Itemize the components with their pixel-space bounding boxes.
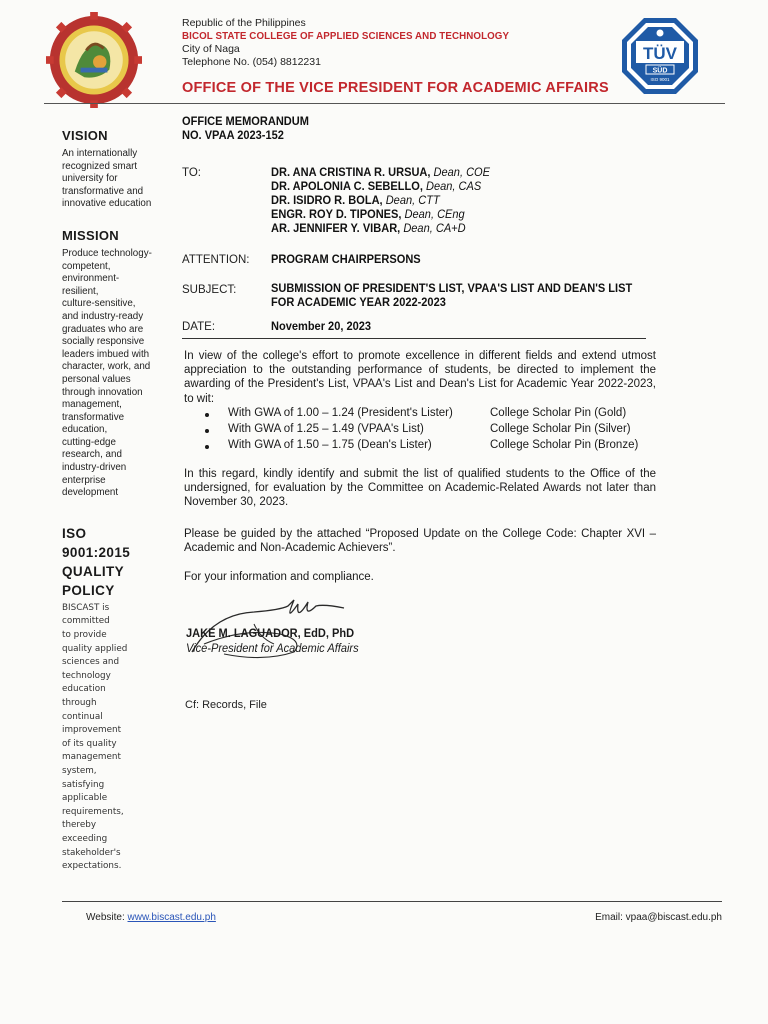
date-value: November 20, 2023 [271,321,372,333]
telephone-text: Telephone No. (054) 8812231 [182,56,321,68]
paragraph-intro: In view of the college's effort to promote excellence in different fields and extend utmost appreciation to the outstanding performance of students, be directed to implement the awarding of the President's List, VPAA's List and Dean's List for Academic Year 2022-2023, to wit: [184,350,656,405]
award-criteria: With GWA of 1.00 – 1.24 (President's Lister) [228,407,453,419]
college-seal-logo [46,12,142,108]
footer-website [86,912,216,923]
college-name: BICOL STATE COLLEGE OF APPLIED SCIENCES AND TECHNOLOGY [182,30,510,42]
bullet-icon [205,429,209,433]
iso-logo-text: ISO 9001 [650,77,670,82]
sidebar [62,128,172,874]
paragraph-guidance: Please be guided by the attached “Proposed Update on the College Code: Chapter XVI – Academic and Non-Academic Achievers”. [184,528,656,555]
memo-number: NO. VPAA 2023-152 [182,130,284,142]
office-title: OFFICE OF THE VICE PRESIDENT FOR ACADEMIC AFFAIRS [182,80,609,96]
award-pin: College Scholar Pin (Bronze) [490,439,639,451]
date-label: DATE: [182,321,216,333]
header-divider [44,103,725,104]
memo-heading [182,115,314,143]
subject-value: SUBMISSION OF PRESIDENT'S LIST, VPAA'S LIST AND DEAN'S LIST FOR ACADEMIC YEAR 2022-2023 [271,283,633,309]
republic-text: Republic of the Philippines [182,17,306,29]
award-pin: College Scholar Pin (Silver) [490,423,631,435]
iso-policy-heading: ISO 9001:2015 QUALITY POLICY [62,525,131,598]
paragraph-closing: For your information and compliance. [184,571,374,583]
tuv-logo-text: TÜV [643,44,677,63]
memo-title: OFFICE MEMORANDUM [182,116,309,128]
recipient-list [271,166,499,236]
city-text: City of Naga [182,43,240,55]
sud-logo-text: SÜD [652,67,668,75]
signatory-name: JAKE M. LAGUADOR, EdD, PhD [186,628,355,640]
carbon-copy-note: Cf: Records, File [185,699,267,711]
vision-heading: VISION [62,128,108,143]
to-label: TO: [182,167,201,179]
footer-divider [62,901,722,902]
award-pin: College Scholar Pin (Gold) [490,407,627,419]
award-criteria: With GWA of 1.25 – 1.49 (VPAA's List) [228,423,424,435]
recipient: DR. ANA CRISTINA R. URSUA, Dean, COE [271,167,491,179]
vision-text: An internationally recognized smart university for transformative and innovative education [62,148,152,210]
attention-value: PROGRAM CHAIRPERSONS [271,254,421,266]
website-label: Website: [86,912,125,923]
paragraph-instructions: In this regard, kindly identify and submit the list of qualified students to the Office of the undersigned, for evaluation by the Committee on Academic-Related Awards not later than November 30, 2023. [184,468,656,509]
mission-text: Produce technology- competent, environment- resilient, culture-sensitive, and industry-ready graduates who are socially responsive leaders imbued with character, work, and personal values through innovation management, transformative education, cutting-edge research, and industry-driven enterprise development [62,247,152,499]
recipient: ENGR. ROY D. TIPONES, Dean, CEng [271,209,465,221]
date-divider [182,338,646,339]
mission-heading: MISSION [62,227,119,243]
award-criteria: With GWA of 1.50 – 1.75 (Dean's Lister) [228,439,432,451]
website-link[interactable]: www.biscast.edu.ph [127,912,216,923]
attention-label: ATTENTION: [182,254,250,266]
tuv-sud-certification-logo [620,16,700,96]
bullet-icon [205,413,209,417]
signatory-title: Vice-President for Academic Affairs [186,643,359,655]
footer-email: Email: vpaa@biscast.edu.ph [595,912,722,923]
subject-label: SUBJECT: [182,284,237,296]
bullet-icon [205,445,209,449]
recipient: DR. ISIDRO R. BOLA, Dean, CTT [271,195,440,207]
recipient: DR. APOLONIA C. SEBELLO, Dean, CAS [271,181,482,193]
recipient: AR. JENNIFER Y. VIBAR, Dean, CA+D [271,223,466,235]
header-block [182,17,612,69]
iso-policy-text: BISCAST is committed to provide quality applied sciences and technology education through continual improvement of its quality management system, satisfying applicable requirements, thereby exceeding stakeholder's expectations. [62,602,128,872]
